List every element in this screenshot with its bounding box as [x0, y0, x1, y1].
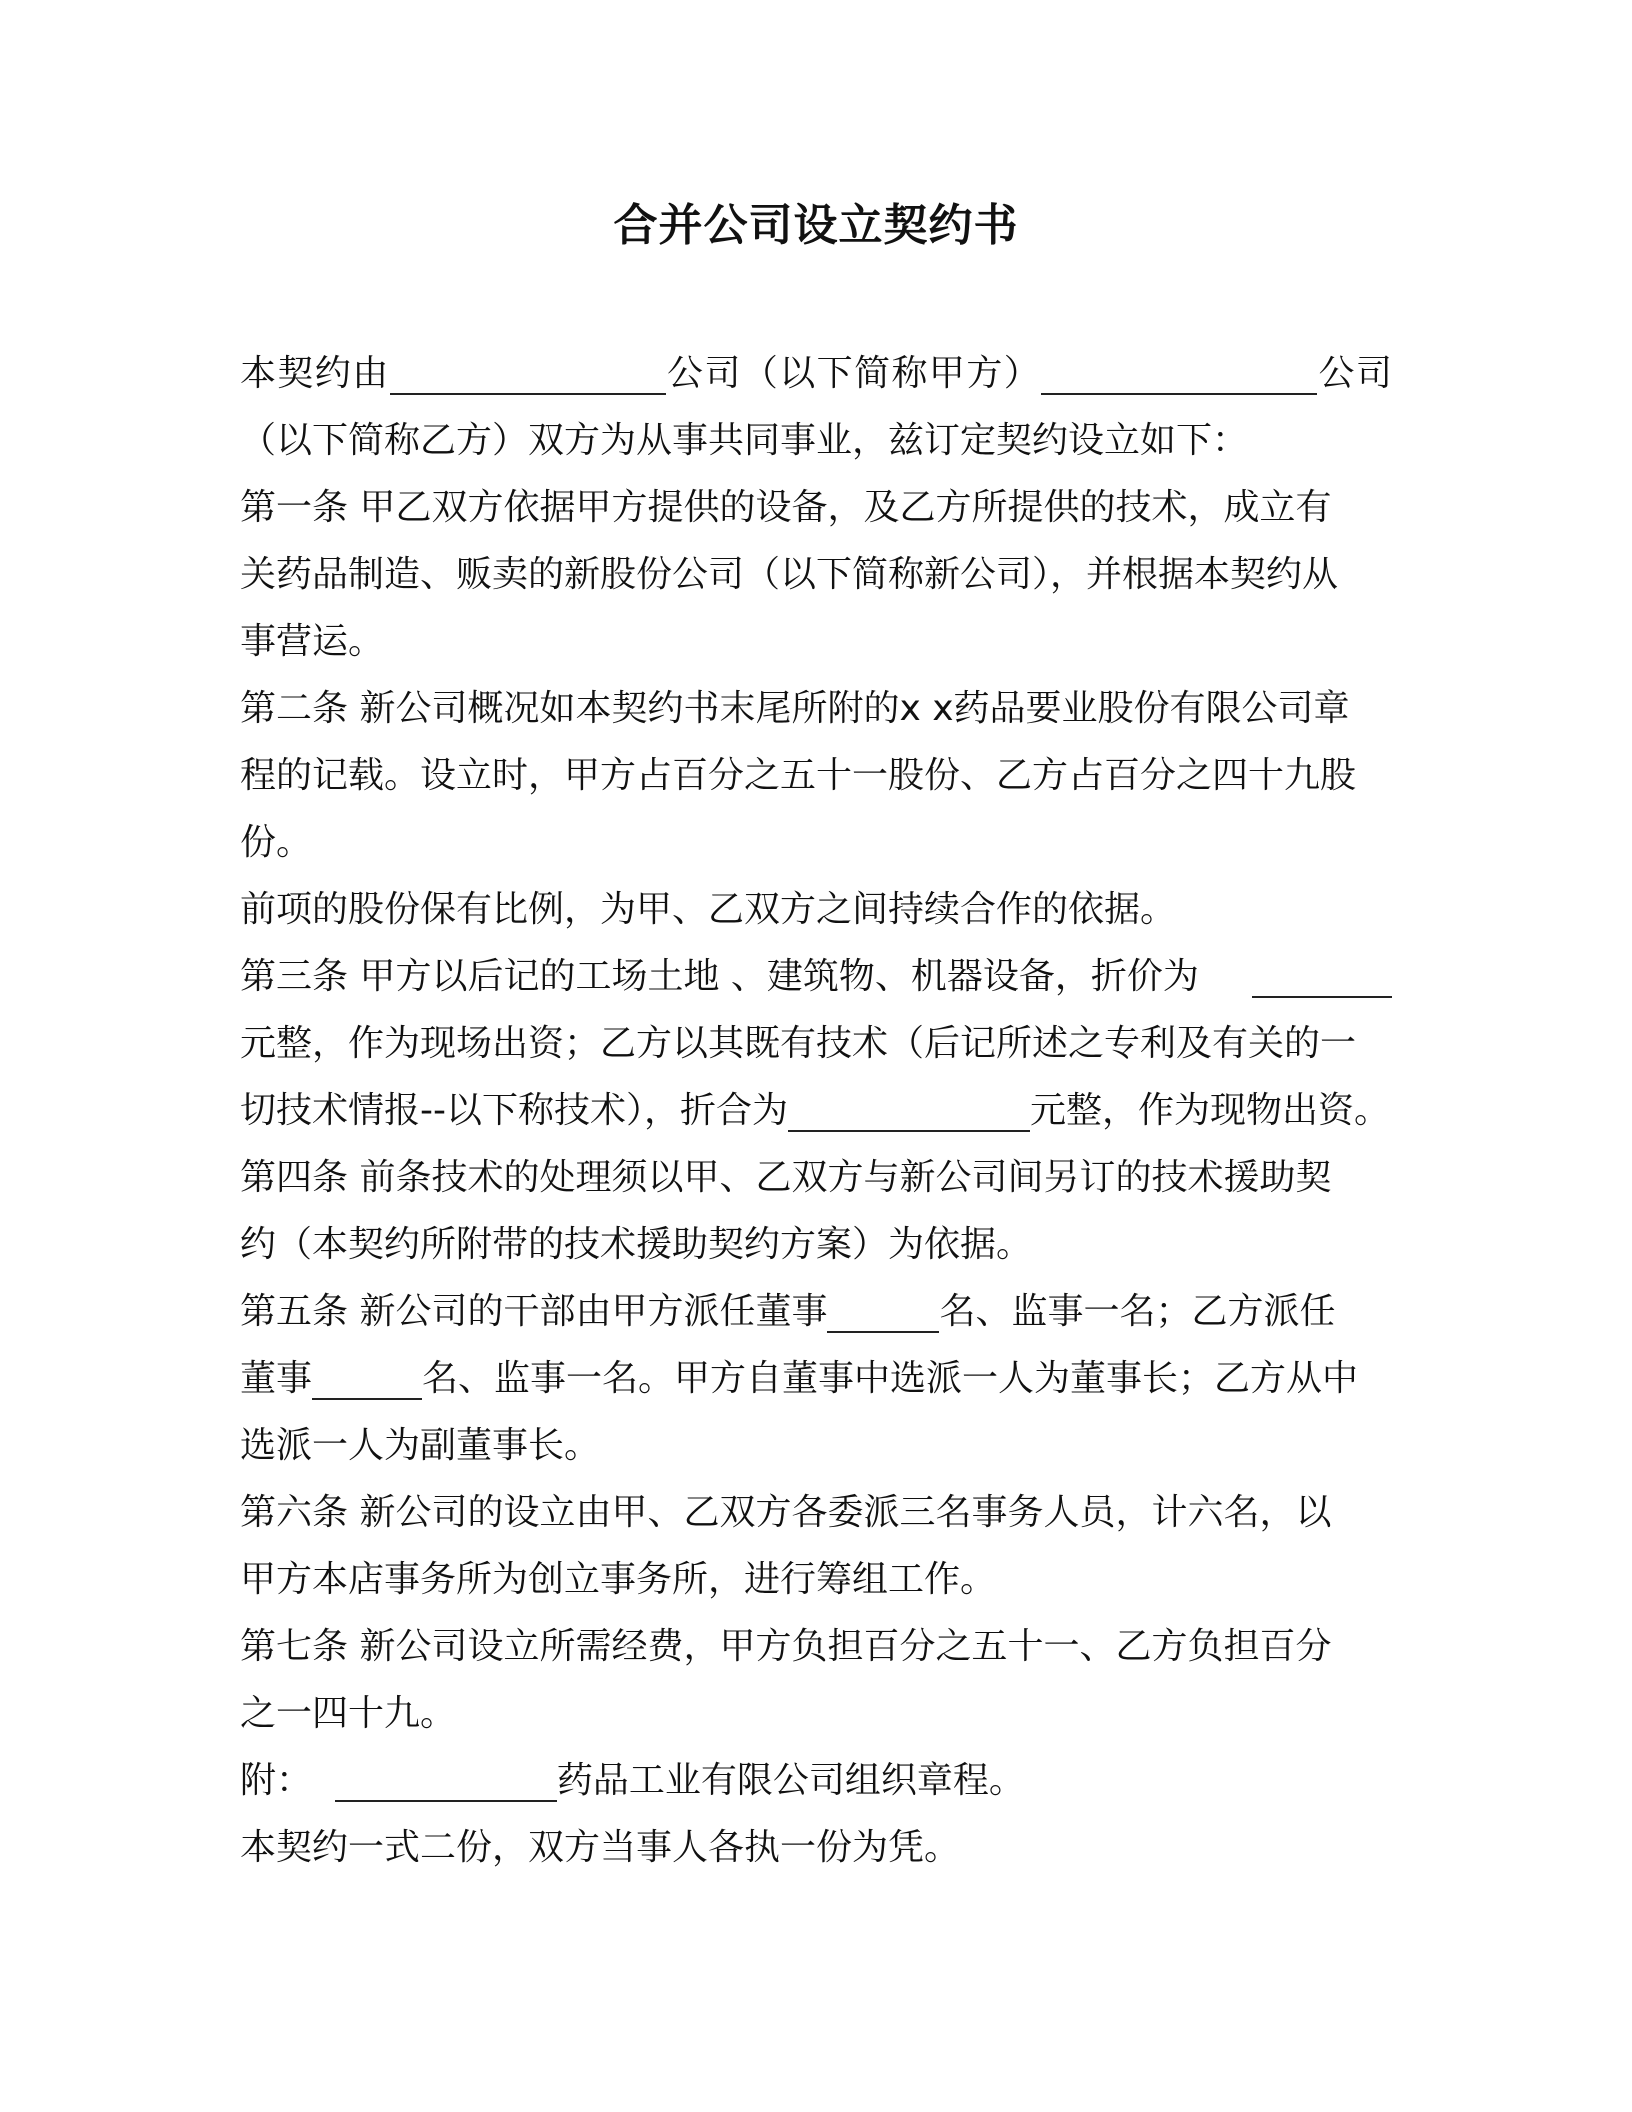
party-b-name-blank[interactable]: [1041, 349, 1317, 395]
attachment-text: 药品工业有限公司组织章程。: [556, 1760, 1025, 1801]
intro-text: 公司（以下简称甲方）: [665, 353, 1042, 394]
article-2-line: 第二条 新公司概况如本契约书末尾所附的x x药品要业股份有限公司章: [240, 688, 1350, 729]
article-3-line: [240, 943, 1392, 1010]
article-7-line: 之一四十九。: [240, 1693, 457, 1734]
intro-line-1: [240, 340, 1392, 407]
party-a-valuation-blank[interactable]: [1252, 952, 1392, 998]
article-3-text: 第三条 甲方以后记的工场土地 、建筑物、机器设备，折价为: [240, 956, 1199, 997]
closing-line: 本契约一式二份，双方当事人各执一份为凭。: [240, 1827, 961, 1868]
article-2-line: 前项的股份保有比例，为甲、乙双方之间持续合作的依据。: [240, 889, 1177, 930]
article-1-line: 第一条 甲乙双方依据甲方提供的设备，及乙方所提供的技术，成立有: [240, 487, 1332, 528]
article-5-line: [240, 1278, 1392, 1345]
intro-text: 公司: [1317, 353, 1392, 394]
party-b-valuation-blank[interactable]: [788, 1086, 1030, 1132]
article-1-line: 关药品制造、贩卖的新股份公司（以下简称新公司），并根据本契约从: [240, 554, 1339, 595]
article-3-line: 元整，作为现场出资；乙方以其既有技术（后记所述之专利及有关的一: [240, 1023, 1357, 1064]
party-a-name-blank[interactable]: [390, 349, 666, 395]
intro-line-2: （以下简称乙方）双方为从事共同事业，兹订定契约设立如下：: [240, 420, 1249, 461]
article-5-text: 第五条 新公司的干部由甲方派任董事: [240, 1291, 828, 1332]
article-1-line: 事营运。: [240, 621, 385, 662]
article-4-line: 约（本契约所附带的技术援助契约方案）为依据。: [240, 1224, 1033, 1265]
attachment-company-blank[interactable]: [335, 1756, 557, 1802]
article-4-line: 第四条 前条技术的处理须以甲、乙双方与新公司间另订的技术援助契: [240, 1157, 1332, 1198]
article-6-line: 甲方本店事务所为创立事务所，进行筹组工作。: [240, 1559, 997, 1600]
intro-text: 本契约由: [240, 353, 390, 394]
party-b-directors-blank[interactable]: [312, 1354, 422, 1400]
article-5-line: [240, 1345, 1392, 1412]
article-3-line: [240, 1077, 1392, 1144]
attachment-line: [240, 1747, 1392, 1814]
article-5-text: 名、监事一名。甲方自董事中选派一人为董事长；乙方从中: [422, 1358, 1359, 1399]
party-a-directors-blank[interactable]: [827, 1287, 939, 1333]
article-2-line: 份。: [240, 822, 313, 863]
article-7-line: 第七条 新公司设立所需经费，甲方负担百分之五十一、乙方负担百分: [240, 1626, 1332, 1667]
attachment-label: 附：: [240, 1760, 313, 1801]
article-3-text: 切技术情报--以下称技术），折合为: [240, 1090, 788, 1131]
article-5-line: 选派一人为副董事长。: [240, 1425, 601, 1466]
document-title: 合并公司设立契约书: [613, 200, 1019, 251]
article-6-line: 第六条 新公司的设立由甲、乙双方各委派三名事务人员，计六名，以: [240, 1492, 1332, 1533]
article-3-text: 元整，作为现物出资。: [1029, 1090, 1390, 1131]
article-5-text: 董事: [240, 1358, 313, 1399]
article-2-line: 程的记载。设立时，甲方占百分之五十一股份、乙方占百分之四十九股: [240, 755, 1357, 796]
article-5-text: 名、监事一名；乙方派任: [939, 1291, 1336, 1332]
document-body: [240, 340, 1392, 1881]
